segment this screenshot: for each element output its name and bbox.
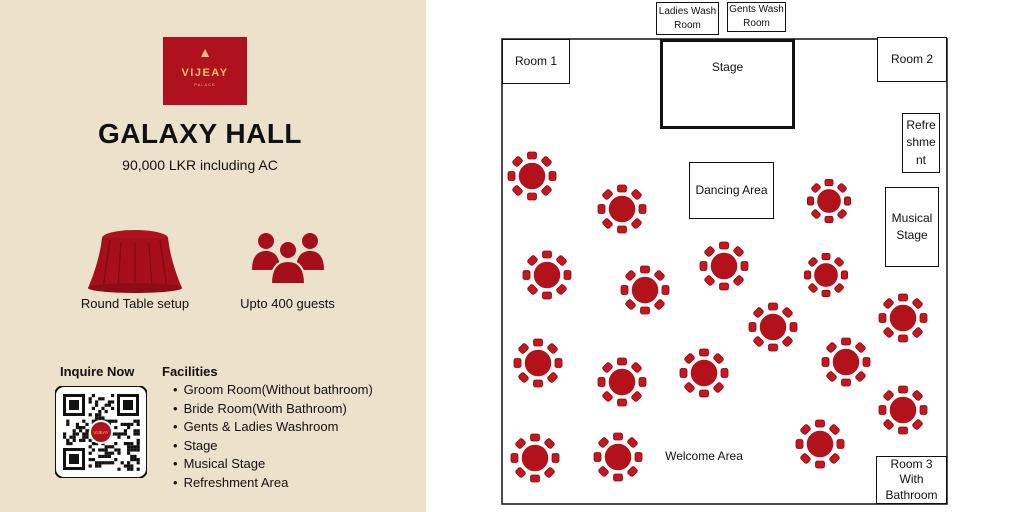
chair xyxy=(829,424,840,435)
chair xyxy=(733,275,744,286)
chair xyxy=(855,342,866,353)
round-table xyxy=(514,339,562,387)
chair xyxy=(883,419,894,430)
chair xyxy=(883,327,894,338)
chair xyxy=(700,349,709,356)
chair xyxy=(899,294,908,301)
facility-item: • Stage xyxy=(173,437,373,456)
chair xyxy=(512,156,523,167)
chair xyxy=(800,424,811,435)
chair xyxy=(602,391,613,402)
chair xyxy=(790,323,797,332)
chair xyxy=(713,382,724,393)
stage: Stage xyxy=(660,39,795,129)
chair xyxy=(837,183,847,193)
gents-washroom: Gents Wash Room xyxy=(727,2,786,32)
table-top xyxy=(608,368,636,396)
chair xyxy=(641,266,650,273)
logo-text: VIJEAY xyxy=(181,67,229,79)
inquire-heading: Inquire Now xyxy=(60,364,135,379)
chair xyxy=(531,475,540,482)
chair xyxy=(753,307,764,318)
musical-stage: Musical Stage xyxy=(885,187,939,267)
chair xyxy=(618,358,627,365)
chair xyxy=(654,270,665,281)
chair xyxy=(816,420,825,427)
table-top xyxy=(524,349,552,377)
chair xyxy=(844,197,850,205)
round-table xyxy=(879,386,927,434)
chair xyxy=(635,453,642,462)
chair xyxy=(555,359,562,368)
round-table xyxy=(807,179,850,222)
refreshment-area: Refre shme nt xyxy=(902,113,940,173)
chair xyxy=(556,284,567,295)
chair xyxy=(631,218,642,229)
chair xyxy=(515,467,526,478)
chair xyxy=(733,246,744,257)
chair xyxy=(534,380,543,387)
round-table xyxy=(598,358,646,406)
chair xyxy=(912,298,923,309)
chair xyxy=(826,371,837,382)
chair xyxy=(800,453,811,464)
chair xyxy=(822,253,830,259)
chair xyxy=(855,371,866,382)
table-top xyxy=(813,262,838,287)
chair xyxy=(662,286,669,295)
chair xyxy=(769,344,778,351)
facility-item: • Refreshment Area xyxy=(173,474,373,493)
chair xyxy=(627,466,638,477)
chair xyxy=(598,437,609,448)
chair xyxy=(514,359,521,368)
chair xyxy=(808,257,818,267)
hall-title: GALAXY HALL xyxy=(97,118,303,149)
eiffel-tower-icon: ▲ xyxy=(198,44,212,60)
chair xyxy=(684,382,695,393)
chair xyxy=(825,179,833,185)
dancing-area: Dancing Area xyxy=(689,162,774,219)
round-table xyxy=(680,349,728,397)
chair xyxy=(511,454,518,463)
chair xyxy=(700,390,709,397)
chair xyxy=(618,185,627,192)
chair xyxy=(543,251,552,258)
chair xyxy=(837,440,844,449)
chair xyxy=(528,193,537,200)
round-table-label: Round Table setup xyxy=(80,296,190,311)
chair xyxy=(721,369,728,378)
table-top xyxy=(832,348,860,376)
chair xyxy=(811,209,821,219)
chair xyxy=(618,226,627,233)
chair xyxy=(527,255,538,266)
chair xyxy=(515,438,526,449)
chair xyxy=(713,353,724,364)
chair xyxy=(837,209,847,219)
hall-price: 90,000 LKR including AC xyxy=(122,157,278,173)
chair xyxy=(912,419,923,430)
table-top xyxy=(889,304,917,332)
facility-item: • Bride Room(With Bathroom) xyxy=(173,400,373,419)
qr-center-logo-text: VIJEAY xyxy=(93,430,109,435)
chair xyxy=(796,440,803,449)
chair xyxy=(816,461,825,468)
chair xyxy=(518,343,529,354)
chair xyxy=(541,156,552,167)
chair xyxy=(594,453,601,462)
round-table xyxy=(749,303,797,351)
chair xyxy=(512,185,523,196)
round-table xyxy=(879,294,927,342)
round-table xyxy=(511,434,559,482)
chair xyxy=(621,286,628,295)
chair xyxy=(627,437,638,448)
chair xyxy=(769,303,778,310)
chair xyxy=(811,183,821,193)
round-table xyxy=(700,242,748,290)
chair xyxy=(680,369,687,378)
chair xyxy=(541,185,552,196)
chair xyxy=(523,271,530,280)
chair xyxy=(639,205,646,214)
table-top xyxy=(604,443,632,471)
chair xyxy=(753,336,764,347)
chair xyxy=(614,433,623,440)
chair xyxy=(700,262,707,271)
chair xyxy=(552,454,559,463)
table-top xyxy=(631,276,659,304)
chair xyxy=(863,358,870,367)
chair xyxy=(879,406,886,415)
chair xyxy=(534,339,543,346)
chair xyxy=(899,427,908,434)
chair xyxy=(625,299,636,310)
chair xyxy=(841,271,847,279)
chair xyxy=(556,255,567,266)
table-top xyxy=(710,252,738,280)
facility-item: • Groom Room(Without bathroom) xyxy=(173,381,373,400)
room-2: Room 2 xyxy=(877,37,947,82)
chair xyxy=(631,189,642,200)
chair xyxy=(808,283,818,293)
chair xyxy=(625,270,636,281)
chair xyxy=(544,467,555,478)
welcome-area: Welcome Area xyxy=(665,449,743,463)
chair xyxy=(564,271,571,280)
chair xyxy=(704,275,715,286)
chair xyxy=(826,342,837,353)
chair xyxy=(920,406,927,415)
ladies-washroom: Ladies Wash Room xyxy=(656,2,719,35)
chair xyxy=(879,314,886,323)
chair xyxy=(508,172,515,181)
chair xyxy=(912,327,923,338)
chair xyxy=(531,434,540,441)
chair xyxy=(602,218,613,229)
chair xyxy=(804,271,810,279)
table-top xyxy=(521,444,549,472)
chair xyxy=(598,205,605,214)
chair xyxy=(782,307,793,318)
chair xyxy=(883,298,894,309)
round-table xyxy=(594,433,642,481)
chair xyxy=(602,362,613,373)
chair xyxy=(920,314,927,323)
chair xyxy=(834,283,844,293)
round-table xyxy=(822,338,870,386)
chair xyxy=(912,390,923,401)
chair xyxy=(518,372,529,383)
round-table xyxy=(598,185,646,233)
round-table xyxy=(508,152,556,200)
table-top xyxy=(889,396,917,424)
round-table xyxy=(621,266,669,314)
table-top xyxy=(816,188,841,213)
chair xyxy=(547,343,558,354)
chair xyxy=(741,262,748,271)
round-table xyxy=(796,420,844,468)
chair xyxy=(527,284,538,295)
chair xyxy=(631,362,642,373)
chair xyxy=(704,246,715,257)
chair xyxy=(899,386,908,393)
chair xyxy=(822,290,830,296)
chair xyxy=(631,391,642,402)
chair xyxy=(899,335,908,342)
chair xyxy=(782,336,793,347)
chair xyxy=(684,353,695,364)
room-1: Room 1 xyxy=(502,39,570,84)
chair xyxy=(614,474,623,481)
table-top xyxy=(608,195,636,223)
chair xyxy=(883,390,894,401)
chair xyxy=(598,466,609,477)
chair xyxy=(618,399,627,406)
chair xyxy=(639,378,646,387)
chair xyxy=(598,378,605,387)
chair xyxy=(528,152,537,159)
room-3: Room 3 With Bathroom xyxy=(876,456,947,504)
guests-label: Upto 400 guests xyxy=(240,296,335,311)
chair xyxy=(825,216,833,222)
chair xyxy=(543,292,552,299)
chair xyxy=(834,257,844,267)
logo-subtext: PALACE xyxy=(194,82,216,87)
chair xyxy=(602,189,613,200)
round-table xyxy=(523,251,571,299)
table-top xyxy=(533,261,561,289)
round-table xyxy=(804,253,847,296)
chair xyxy=(842,338,851,345)
chair xyxy=(749,323,756,332)
chair xyxy=(842,379,851,386)
chair xyxy=(547,372,558,383)
chair xyxy=(654,299,665,310)
chair xyxy=(822,358,829,367)
facility-item: • Gents & Ladies Washroom xyxy=(173,418,373,437)
chair xyxy=(549,172,556,181)
chair xyxy=(544,438,555,449)
chair xyxy=(720,242,729,249)
table-top xyxy=(806,430,834,458)
chair xyxy=(807,197,813,205)
table-top xyxy=(690,359,718,387)
chair xyxy=(829,453,840,464)
facility-item: • Musical Stage xyxy=(173,455,373,474)
chair xyxy=(641,307,650,314)
chair xyxy=(720,283,729,290)
facilities-heading: Facilities xyxy=(162,364,218,379)
table-top xyxy=(759,313,787,341)
table-top xyxy=(518,162,546,190)
